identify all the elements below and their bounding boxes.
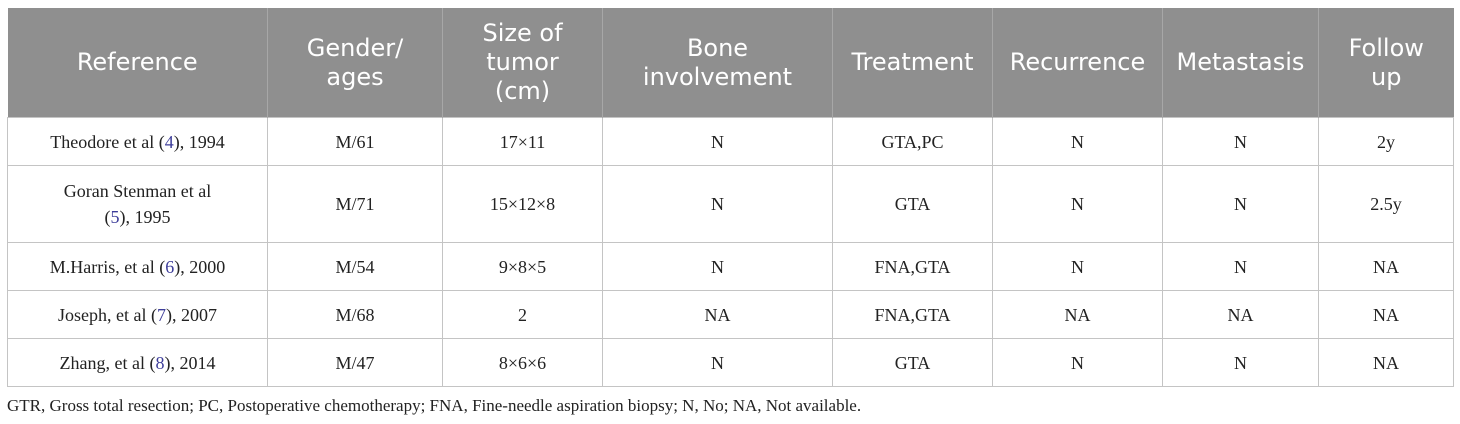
header-row [8,8,1454,118]
cell-metastasis: N [1163,339,1319,387]
header-follow-up: Follow up [1319,8,1454,118]
citation-link[interactable]: 8 [155,352,165,373]
header-metastasis: Metastasis [1163,8,1319,118]
cell-metastasis: N [1163,243,1319,291]
cell-reference: M.Harris, et al (6), 2000 [8,243,268,291]
cell-bone: N [603,243,833,291]
cell-metastasis: N [1163,166,1319,243]
citation-link[interactable]: 6 [165,256,175,277]
cell-size: 2 [443,291,603,339]
cell-size: 15×12×8 [443,166,603,243]
cell-treatment: FNA,GTA [833,243,993,291]
cell-size: 8×6×6 [443,339,603,387]
header-gender-ages: Gender/ ages [268,8,443,118]
table-container [7,8,1453,387]
cell-gender-age: M/61 [268,118,443,166]
table-row [8,118,1454,166]
cell-follow-up: NA [1319,291,1454,339]
case-reports-table [7,8,1454,387]
table-row [8,291,1454,339]
cell-gender-age: M/47 [268,339,443,387]
cell-recurrence: N [993,339,1163,387]
citation-link[interactable]: 4 [164,131,174,152]
table-footnote: GTR, Gross total resection; PC, Postoperative chemotherapy; FNA, Fine-needle aspiration biopsy; N, No; NA, Not available. [7,396,862,415]
cell-follow-up: 2.5y [1319,166,1454,243]
cell-gender-age: M/71 [268,166,443,243]
table-row [8,243,1454,291]
cell-treatment: GTA,PC [833,118,993,166]
cell-follow-up: NA [1319,339,1454,387]
cell-bone: N [603,118,833,166]
cell-follow-up: 2y [1319,118,1454,166]
cell-reference: Theodore et al (4), 1994 [8,118,268,166]
cell-metastasis: NA [1163,291,1319,339]
cell-metastasis: N [1163,118,1319,166]
cell-size: 9×8×5 [443,243,603,291]
table-row [8,339,1454,387]
cell-gender-age: M/54 [268,243,443,291]
citation-link[interactable]: 5 [110,207,120,227]
cell-recurrence: N [993,166,1163,243]
cell-treatment: GTA [833,339,993,387]
header-recurrence: Recurrence [993,8,1163,118]
cell-size: 17×11 [443,118,603,166]
header-size: Size of tumor (cm) [443,8,603,118]
cell-reference: Zhang, et al (8), 2014 [8,339,268,387]
cell-treatment: GTA [833,166,993,243]
cell-follow-up: NA [1319,243,1454,291]
cell-recurrence: N [993,243,1163,291]
table-row [8,166,1454,243]
cell-reference: Goran Stenman et al (5), 1995 [8,166,268,243]
cell-treatment: FNA,GTA [833,291,993,339]
cell-bone: N [603,166,833,243]
cell-recurrence: N [993,118,1163,166]
citation-link[interactable]: 7 [156,304,166,325]
cell-bone: NA [603,291,833,339]
cell-reference: Joseph, et al (7), 2007 [8,291,268,339]
header-treatment: Treatment [833,8,993,118]
header-bone-involvement: Bone involvement [603,8,833,118]
header-reference: Reference [8,8,268,118]
cell-recurrence: NA [993,291,1163,339]
cell-bone: N [603,339,833,387]
cell-gender-age: M/68 [268,291,443,339]
